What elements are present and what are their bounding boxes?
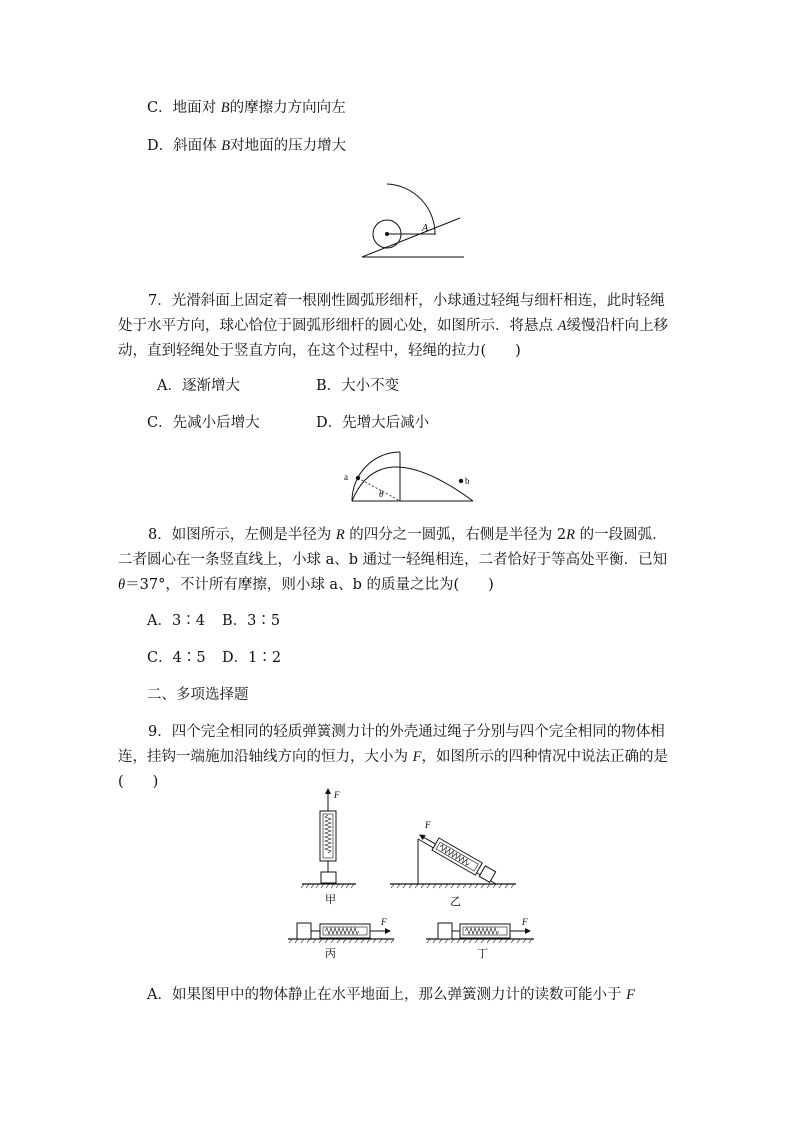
q6-option-c-text-2: 的摩擦力方向向左 [229,100,346,116]
figure-q9-spring-scales [284,783,544,963]
block [479,866,495,882]
q8-option-a: A．3∶4 [147,613,205,629]
q8-option-c: C．4∶5 [147,650,206,666]
q8-stem-var-r-2: R [566,527,576,543]
right-arc [352,467,473,501]
force-label-yi: F [425,820,431,830]
label-b: b [465,476,470,486]
spring-coil [325,815,331,853]
figure-q8-two-arcs [338,447,478,505]
q9-option-a-text: A．如果图甲中的物体静止在水平地面上，那么弹簧测力计的读数可能小于 [147,987,627,1003]
force-label-ding: F [522,917,528,927]
q6-option-c-var: B [220,100,230,116]
force-label-jia: F [334,790,340,800]
q7-option-d: D．先增大后减小 [316,415,430,431]
q8-stem-var-r: R [335,527,345,543]
scale-bing [288,923,394,943]
q6-option-d-text-2: 对地面的压力增大 [230,138,347,154]
q8-stem-text-3: 的一段圆弧．二者圆心在一条竖直线上，小球 a、b 通过一轻绳相连，二者恰好于等高处平衡．已知 [118,527,668,568]
q9-option-a [147,985,635,1005]
q8-stem-text-2: 的四分之一圆弧，右侧是半径为 2 [344,527,567,543]
figure-q7-incline-arc [350,175,475,265]
scale-jia [301,789,356,888]
q7-stem-text-2: 缓慢沿杆向上移动，直到轻绳处于竖直方向，在这个过程中，轻绳的拉力( ) [118,318,668,359]
q8-stem-text-4: ＝37°，不计所有摩擦，则小球 a、b 的质量之比为( ) [125,577,494,593]
q9-option-a-var: F [626,987,635,1003]
q7-option-c: C．先减小后增大 [147,415,260,431]
q7-stem [118,289,678,364]
q9-stem-text: 9．四个完全相同的轻质弹簧测力计的外壳通过绳子分别与四个完全相同的物体相连，挂钩一端施加沿轴线方向的恒力，大小为 [118,724,665,765]
scale-body [320,924,370,938]
block [438,923,452,939]
q6-option-c-text: C．地面对 [147,100,221,116]
q8-option-d: D．1∶2 [222,650,282,666]
block [297,923,311,939]
q7-stem-text: 7．光滑斜面上固定着一根刚性圆弧形细杆，小球通过轻绳与细杆相连，此时轻绳处于水平方向，球心恰位于圆弧形细杆的圆心处，如图所示．将悬点 [118,293,665,334]
force-label-bing: F [381,917,387,927]
q7-option-b: B．大小不变 [316,378,400,394]
q6-option-d [147,136,346,156]
q6-option-c [147,98,346,118]
scale-ding [426,923,534,943]
label-yi: 乙 [450,896,461,908]
scale-body [460,924,510,938]
q7-option-a: A．逐渐增大 [157,378,240,394]
q6-option-d-var: B [221,138,231,154]
ball-b [459,479,463,483]
section-title: 二、多项选择题 [147,687,249,703]
q8-stem [118,523,678,598]
label-jia: 甲 [325,894,336,906]
label-theta: θ [379,489,384,499]
q8-option-b: B．3∶5 [222,613,281,629]
block [321,872,336,883]
ball-a [356,476,360,480]
q9-stem-text-2: ，如图所示的四种情况中说法正确的是( ) [118,749,668,790]
q9-stem-var-f: F [412,749,422,765]
q6-option-d-text: D．斜面体 [147,138,222,154]
q8-stem-text: 8．如图所示，左侧是半径为 [148,527,336,543]
q7-stem-var: A [557,318,567,334]
scale-yi [390,829,516,888]
label-a: a [344,472,348,482]
label-bing: 丙 [325,948,336,960]
label-ding: 丁 [477,948,488,960]
label-a: A [422,223,429,234]
q8-stem-var-theta: θ [118,577,126,593]
hook-arrow [420,835,436,844]
